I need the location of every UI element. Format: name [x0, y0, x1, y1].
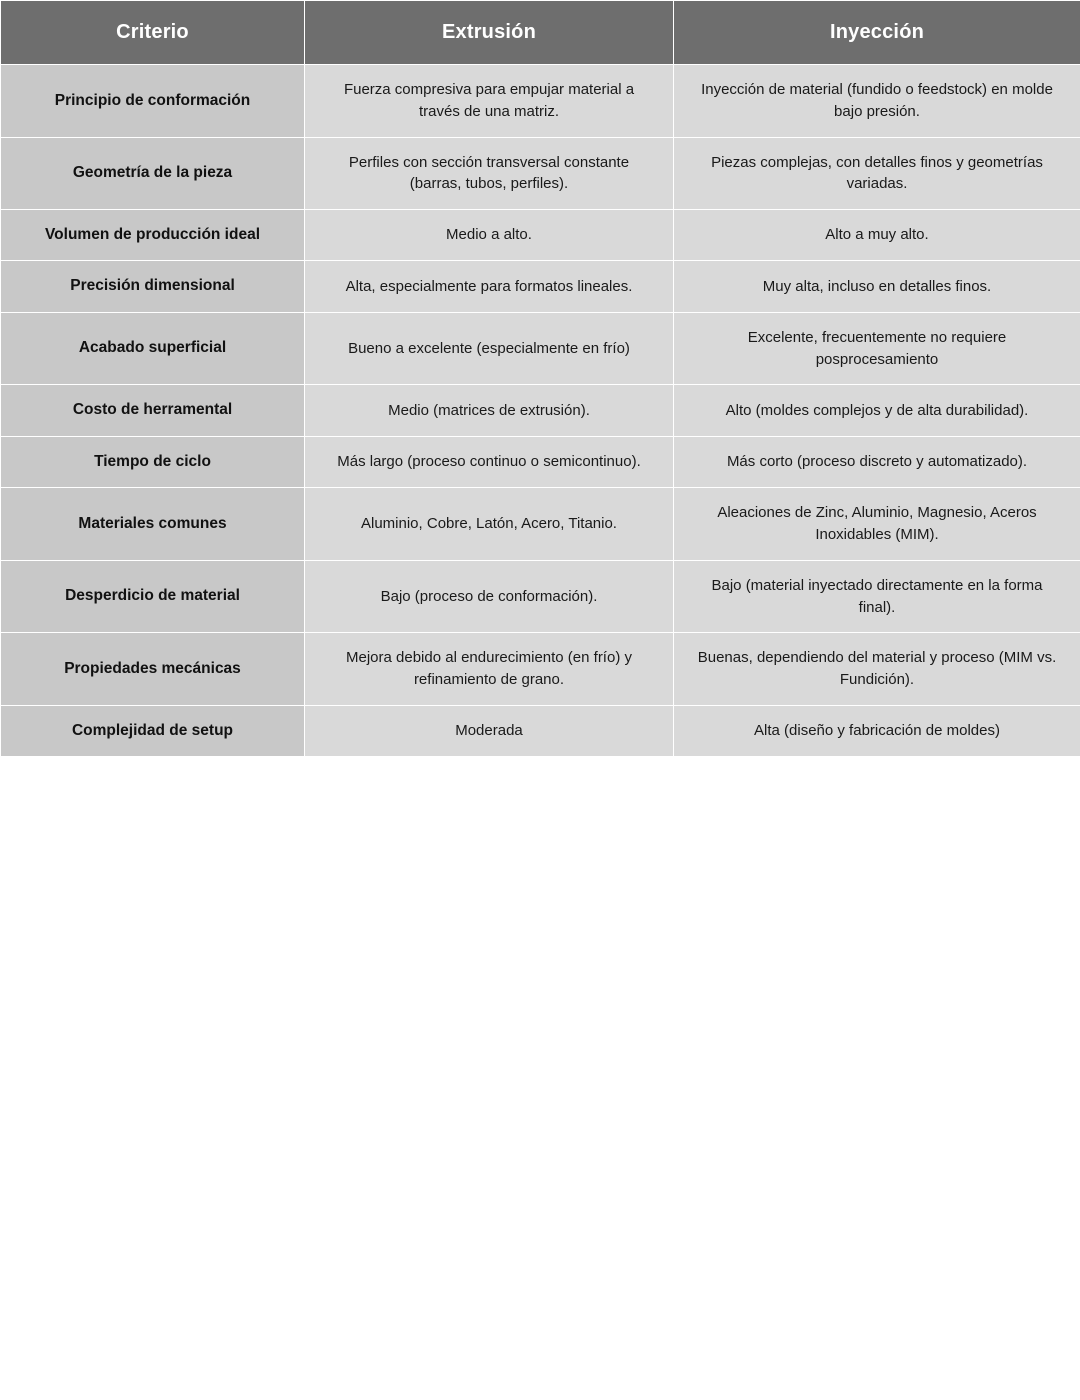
- table-row: [1, 488, 1080, 561]
- cell-extrusion: Mejora debido al endurecimiento (en frío) y refinamiento de grano.: [305, 633, 674, 706]
- cell-inyeccion: Más corto (proceso discreto y automatizado).: [674, 436, 1080, 487]
- cell-criterio: Acabado superficial: [1, 312, 305, 385]
- cell-criterio: Materiales comunes: [1, 488, 305, 561]
- table-row: [1, 261, 1080, 312]
- cell-inyeccion: Alto a muy alto.: [674, 210, 1080, 261]
- cell-extrusion: Aluminio, Cobre, Latón, Acero, Titanio.: [305, 488, 674, 561]
- cell-extrusion: Más largo (proceso continuo o semicontinuo).: [305, 436, 674, 487]
- cell-criterio: Tiempo de ciclo: [1, 436, 305, 487]
- cell-criterio: Volumen de producción ideal: [1, 210, 305, 261]
- cell-criterio: Principio de conformación: [1, 65, 305, 138]
- cell-inyeccion: Aleaciones de Zinc, Aluminio, Magnesio, Aceros Inoxidables (MIM).: [674, 488, 1080, 561]
- table-row: [1, 137, 1080, 210]
- cell-extrusion: Bajo (proceso de conformación).: [305, 560, 674, 633]
- table-row: [1, 210, 1080, 261]
- table-body: [1, 65, 1080, 757]
- cell-extrusion: Medio (matrices de extrusión).: [305, 385, 674, 436]
- cell-extrusion: Bueno a excelente (especialmente en frío): [305, 312, 674, 385]
- cell-inyeccion: Buenas, dependiendo del material y proceso (MIM vs. Fundición).: [674, 633, 1080, 706]
- cell-extrusion: Medio a alto.: [305, 210, 674, 261]
- cell-inyeccion: Muy alta, incluso en detalles finos.: [674, 261, 1080, 312]
- column-header-criterio: Criterio: [1, 1, 305, 65]
- cell-extrusion: Alta, especialmente para formatos lineales.: [305, 261, 674, 312]
- table-row: [1, 560, 1080, 633]
- table-row: [1, 312, 1080, 385]
- cell-extrusion: Moderada: [305, 705, 674, 756]
- table-header: [1, 1, 1080, 65]
- cell-criterio: Costo de herramental: [1, 385, 305, 436]
- column-header-extrusion: Extrusión: [305, 1, 674, 65]
- table-row: [1, 705, 1080, 756]
- cell-criterio: Complejidad de setup: [1, 705, 305, 756]
- table-row: [1, 65, 1080, 138]
- cell-criterio: Desperdicio de material: [1, 560, 305, 633]
- cell-extrusion: Perfiles con sección transversal constante (barras, tubos, perfiles).: [305, 137, 674, 210]
- cell-criterio: Precisión dimensional: [1, 261, 305, 312]
- cell-criterio: Geometría de la pieza: [1, 137, 305, 210]
- cell-inyeccion: Piezas complejas, con detalles finos y geometrías variadas.: [674, 137, 1080, 210]
- cell-criterio: Propiedades mecánicas: [1, 633, 305, 706]
- cell-extrusion: Fuerza compresiva para empujar material a través de una matriz.: [305, 65, 674, 138]
- table-row: [1, 385, 1080, 436]
- cell-inyeccion: Excelente, frecuentemente no requiere posprocesamiento: [674, 312, 1080, 385]
- table-row: [1, 633, 1080, 706]
- cell-inyeccion: Alto (moldes complejos y de alta durabilidad).: [674, 385, 1080, 436]
- column-header-inyeccion: Inyección: [674, 1, 1080, 65]
- cell-inyeccion: Alta (diseño y fabricación de moldes): [674, 705, 1080, 756]
- cell-inyeccion: Bajo (material inyectado directamente en la forma final).: [674, 560, 1080, 633]
- table-header-row: [1, 1, 1080, 65]
- table-row: [1, 436, 1080, 487]
- cell-inyeccion: Inyección de material (fundido o feedstock) en molde bajo presión.: [674, 65, 1080, 138]
